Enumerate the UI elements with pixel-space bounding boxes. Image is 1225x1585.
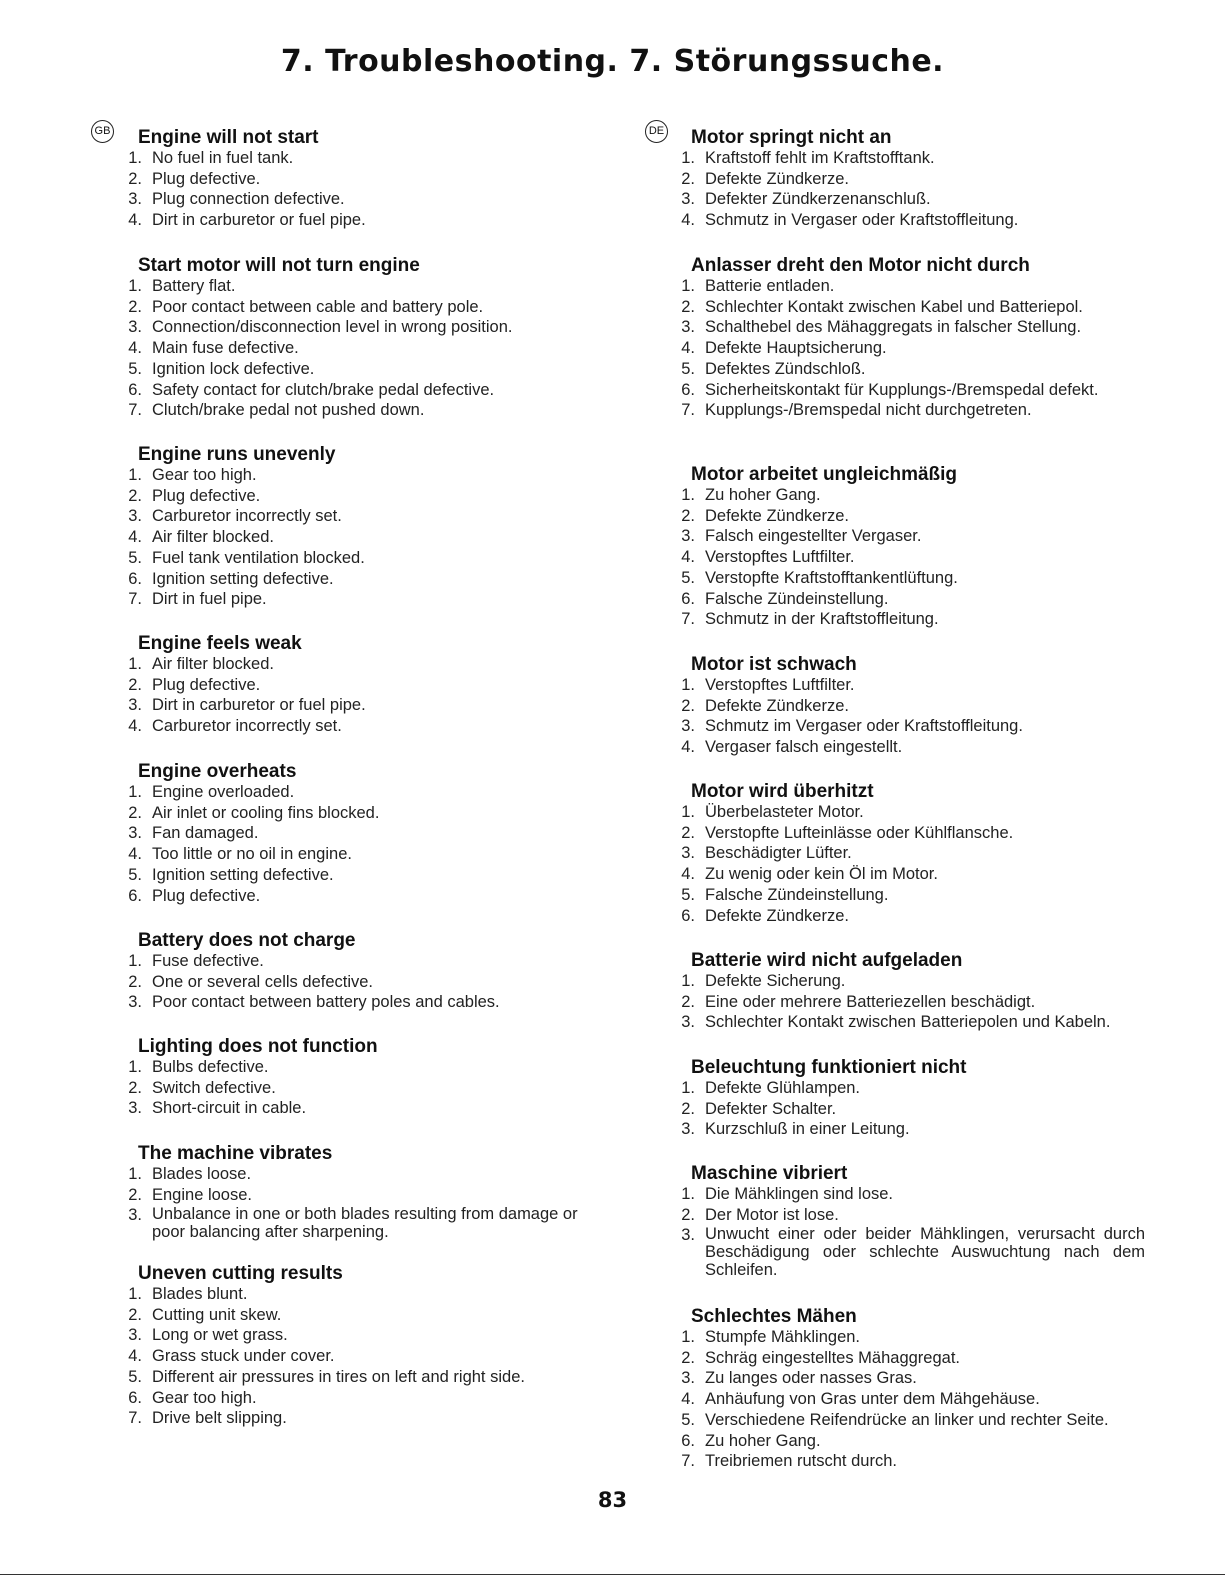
list-item: 4. Verstopftes Luftfilter. [681, 548, 855, 567]
section-motor-ist-schwach [671, 654, 1023, 758]
section-motor-springt-nicht-an [671, 127, 1018, 231]
list-item: 3. Unwucht einer oder beider Mähklingen, verursacht durch Beschädigung oder schlechte Auswuchtung nach dem Schleifen. [681, 1225, 1145, 1280]
list-item: 1. Air filter blocked. [128, 655, 274, 673]
list-item: 7. Treibriemen rutscht durch. [681, 1452, 897, 1471]
section-uneven-cutting-results [118, 1263, 525, 1429]
list-item: 3. Short-circuit in cable. [128, 1099, 307, 1118]
list-item: 2. Plug defective. [128, 486, 261, 505]
list-item: 5. Verschiedene Reifendrücke an linker und rechter Seite. [681, 1410, 1109, 1429]
section-title: Motor springt nicht an [691, 127, 892, 148]
list-item: 1. Defekte Sicherung. [681, 972, 846, 990]
list-item: 4. Schmutz in Vergaser oder Kraftstoffleitung. [681, 211, 1019, 230]
list-item: 6. Plug defective. [128, 886, 261, 905]
list-item: 4. Defekte Hauptsicherung. [681, 339, 887, 358]
list-item: 1. Verstopftes Luftfilter. [681, 676, 855, 694]
section-engine-will-not-start [118, 127, 366, 231]
page-title: 7. Troubleshooting. 7. Störungssuche. [280, 44, 945, 79]
section-title: Motor ist schwach [691, 654, 857, 675]
list-item: 2. One or several cells defective. [128, 972, 374, 991]
section-beleuchtung-funktioniert-nicht [671, 1057, 967, 1140]
list-item: 7. Kupplungs-/Bremspedal nicht durchgetreten. [681, 401, 1032, 420]
list-item: 3. Schlechter Kontakt zwischen Batteriepolen und Kabeln. [681, 1013, 1111, 1032]
section-title: Lighting does not function [138, 1036, 378, 1057]
list-item: 3. Carburetor incorrectly set. [128, 507, 342, 526]
list-item: 2. Eine oder mehrere Batteriezellen beschädigt. [681, 992, 1036, 1011]
language-badge-de: DE [645, 120, 668, 143]
list-item: 2. Defekte Zündkerze. [681, 696, 849, 715]
section-schlechtes-maehen [671, 1306, 1109, 1472]
list-item: 2. Defekter Schalter. [681, 1099, 837, 1118]
section-maschine-vibriert [671, 1163, 1145, 1279]
list-item: 4. Main fuse defective. [128, 339, 299, 358]
list-item: 1. Engine overloaded. [128, 783, 295, 801]
section-title: Schlechtes Mähen [691, 1306, 857, 1327]
list-item: 1. Die Mähklingen sind lose. [681, 1185, 894, 1203]
language-badge-gb: GB [91, 120, 114, 143]
list-item: 3. Unbalance in one or both blades resulting from damage or poor balancing after sharpening. [128, 1205, 578, 1242]
section-title: Battery does not charge [138, 930, 356, 951]
list-item: 4. Dirt in carburetor or fuel pipe. [128, 211, 366, 230]
section-start-motor [118, 255, 512, 421]
list-item: 5. Falsche Zündeinstellung. [681, 885, 889, 904]
list-item: 6. Gear too high. [128, 1388, 257, 1407]
list-item: 3. Kurzschluß in einer Leitung. [681, 1120, 910, 1139]
list-item: 4. Grass stuck under cover. [128, 1347, 335, 1366]
section-motor-arbeitet-ungleichmaessig [671, 464, 958, 630]
list-item: 2. Poor contact between cable and battery pole. [128, 297, 484, 316]
list-item: 1. Defekte Glühlampen. [681, 1079, 861, 1097]
list-item: 1. Bulbs defective. [128, 1058, 269, 1076]
list-item: 6. Falsche Zündeinstellung. [681, 589, 889, 608]
list-item: 7. Drive belt slipping. [128, 1409, 287, 1428]
list-item: 6. Sicherheitskontakt für Kupplungs-/Bremspedal defekt. [681, 380, 1099, 399]
list-item: 1. Batterie entladen. [681, 277, 835, 295]
list-item: 7. Schmutz in der Kraftstoffleitung. [681, 610, 939, 629]
list-item: 3. Connection/disconnection level in wrong position. [128, 318, 513, 337]
section-title: Engine feels weak [138, 633, 302, 654]
section-anlasser [671, 255, 1098, 421]
list-item: 1. Gear too high. [128, 466, 257, 484]
section-title: Anlasser dreht den Motor nicht durch [691, 255, 1030, 276]
section-engine-runs-unevenly [118, 444, 365, 610]
list-item: 2. Engine loose. [128, 1185, 252, 1204]
list-item: 2. Switch defective. [128, 1078, 276, 1097]
section-title: Engine will not start [138, 127, 319, 148]
section-battery-does-not-charge [118, 930, 500, 1013]
list-item: 1. Überbelasteter Motor. [681, 803, 864, 821]
section-engine-overheats [118, 761, 379, 906]
list-item: 4. Air filter blocked. [128, 528, 274, 547]
list-item: 3. Beschädigter Lüfter. [681, 844, 852, 863]
list-item: 7. Clutch/brake pedal not pushed down. [128, 401, 425, 420]
list-item: 6. Safety contact for clutch/brake pedal defective. [128, 380, 495, 399]
list-item: 3. Dirt in carburetor or fuel pipe. [128, 696, 366, 715]
list-item: 5. Defektes Zündschloß. [681, 359, 866, 378]
section-title: Engine runs unevenly [138, 444, 336, 465]
list-item: 1. No fuel in fuel tank. [128, 149, 294, 167]
list-item: 4. Vergaser falsch eingestellt. [681, 738, 903, 757]
section-title: Motor arbeitet ungleichmäßig [691, 464, 958, 485]
section-title: Start motor will not turn engine [138, 255, 420, 276]
list-item: 5. Verstopfte Kraftstofftankentlüftung. [681, 568, 958, 587]
list-item: 2. Plug defective. [128, 675, 261, 694]
list-item: 3. Schmutz im Vergaser oder Kraftstoffleitung. [681, 717, 1023, 736]
list-item: 1. Kraftstoff fehlt im Kraftstofftank. [681, 149, 935, 167]
list-item: 3. Schalthebel des Mähaggregats in falscher Stellung. [681, 318, 1082, 337]
list-item: 3. Poor contact between battery poles and cables. [128, 993, 500, 1012]
section-machine-vibrates [118, 1143, 597, 1241]
list-item: 5. Different air pressures in tires on left and right side. [128, 1367, 525, 1386]
list-item: 7. Dirt in fuel pipe. [128, 590, 267, 609]
list-item: 2. Verstopfte Lufteinlässe oder Kühlflansche. [681, 823, 1014, 842]
section-lighting-does-not-function [118, 1036, 378, 1119]
list-item: 3. Plug connection defective. [128, 190, 345, 209]
list-item: 3. Falsch eingestellter Vergaser. [681, 527, 922, 546]
section-title: Beleuchtung funktioniert nicht [691, 1057, 967, 1078]
list-item: 3. Fan damaged. [128, 824, 259, 843]
section-title: Batterie wird nicht aufgeladen [691, 950, 963, 971]
list-item: 4. Zu wenig oder kein Öl im Motor. [681, 865, 938, 884]
list-item: 4. Too little or no oil in engine. [128, 845, 352, 864]
list-item: 1. Blades loose. [128, 1165, 252, 1183]
list-item: 5. Ignition setting defective. [128, 865, 334, 884]
list-item: 1. Fuse defective. [128, 952, 264, 970]
list-item: 2. Defekte Zündkerze. [681, 506, 849, 525]
list-item: 6. Ignition setting defective. [128, 569, 334, 588]
list-item: 4. Anhäufung von Gras unter dem Mähgehäuse. [681, 1390, 1040, 1409]
section-title: The machine vibrates [138, 1143, 333, 1164]
list-item: 5. Ignition lock defective. [128, 359, 315, 378]
list-item: 1. Zu hoher Gang. [681, 486, 821, 504]
section-title: Engine overheats [138, 761, 297, 782]
section-batterie-wird-nicht-aufgeladen [671, 950, 1110, 1033]
list-item: 3. Long or wet grass. [128, 1326, 288, 1345]
list-item: 2. Defekte Zündkerze. [681, 169, 849, 188]
section-title: Uneven cutting results [138, 1263, 343, 1284]
section-title: Motor wird überhitzt [691, 781, 874, 802]
list-item: 2. Air inlet or cooling fins blocked. [128, 803, 380, 822]
footer-divider [0, 1574, 1225, 1575]
list-item: 1. Blades blunt. [128, 1285, 248, 1303]
list-item: 6. Defekte Zündkerze. [681, 906, 849, 925]
list-item: 1. Battery flat. [128, 277, 236, 295]
list-item: 2. Plug defective. [128, 169, 261, 188]
section-engine-feels-weak [118, 633, 366, 737]
list-item: 2. Schlechter Kontakt zwischen Kabel und Batteriepol. [681, 297, 1083, 316]
list-item: 2. Der Motor ist lose. [681, 1205, 839, 1224]
list-item: 3. Zu langes oder nasses Gras. [681, 1369, 917, 1388]
page-number: 83 [597, 1488, 628, 1512]
list-item: 6. Zu hoher Gang. [681, 1431, 821, 1450]
list-item: 1. Stumpfe Mähklingen. [681, 1328, 861, 1346]
section-title: Maschine vibriert [691, 1163, 848, 1184]
list-item: 2. Cutting unit skew. [128, 1305, 282, 1324]
list-item: 2. Schräg eingestelltes Mähaggregat. [681, 1348, 960, 1367]
list-item: 5. Fuel tank ventilation blocked. [128, 548, 365, 567]
section-motor-wird-ueberhitzt [671, 781, 1013, 926]
list-item: 3. Defekter Zündkerzenanschluß. [681, 190, 931, 209]
list-item: 4. Carburetor incorrectly set. [128, 717, 342, 736]
